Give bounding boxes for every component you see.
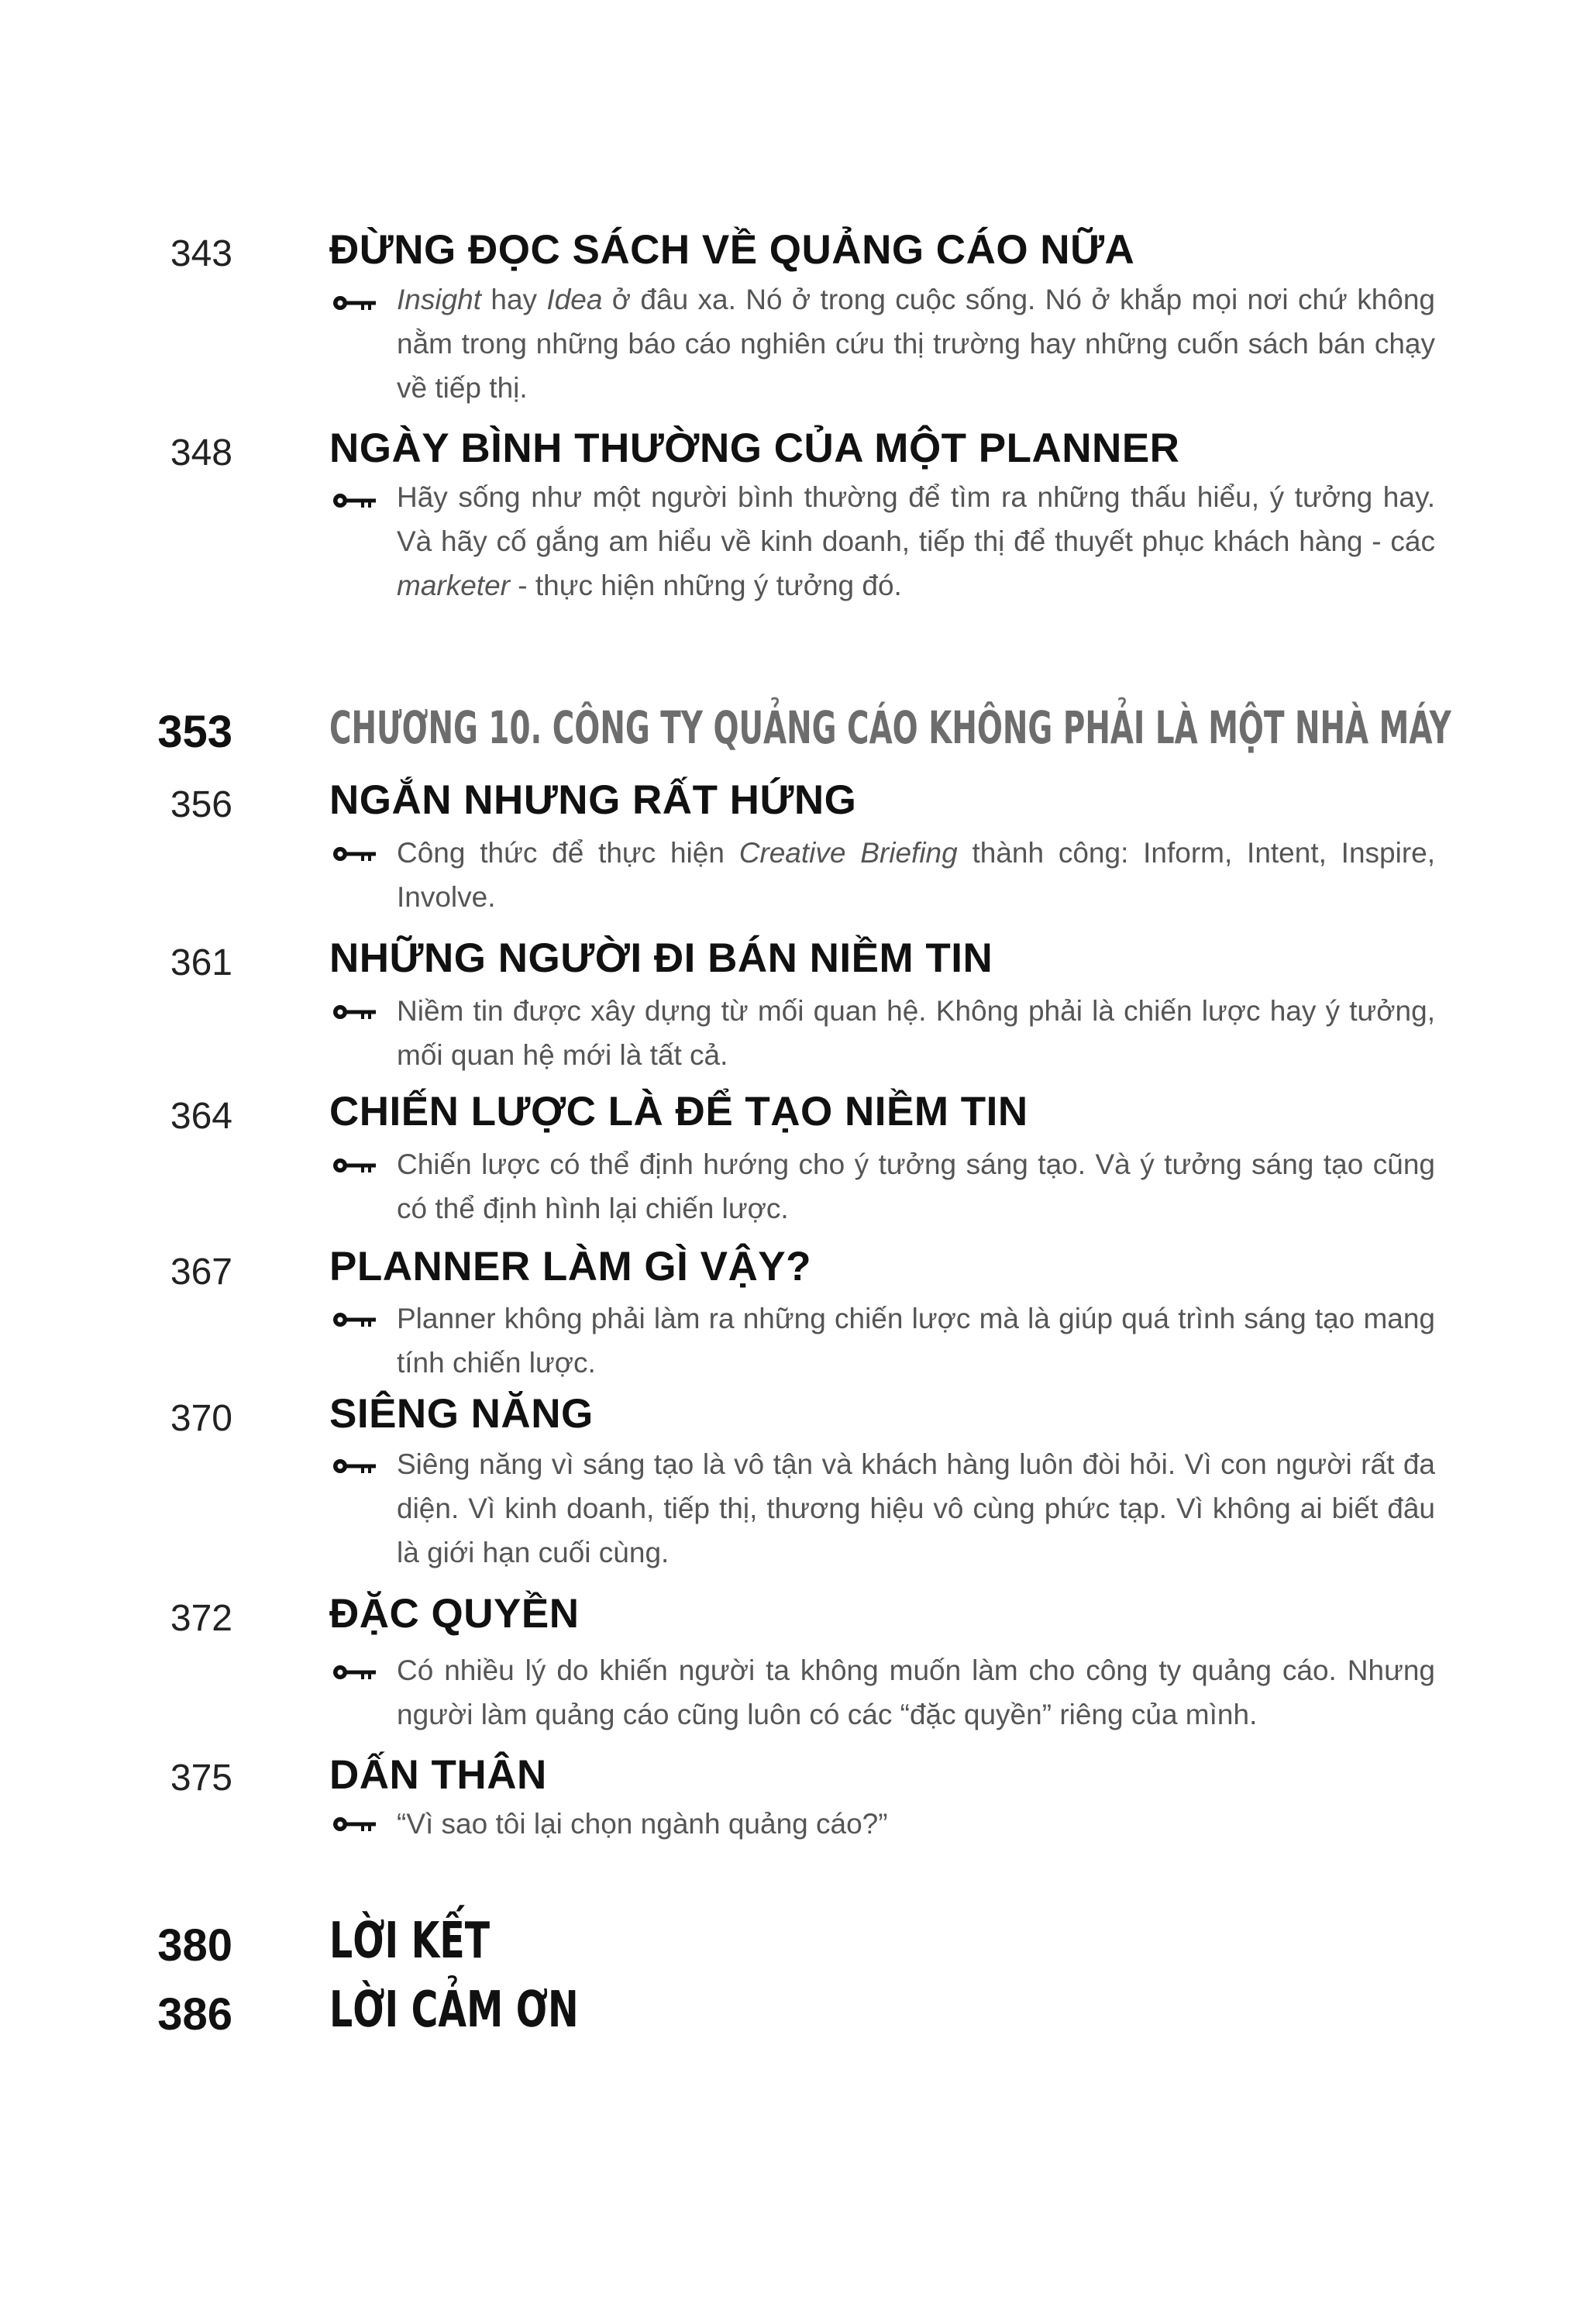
section-description: “Vì sao tôi lại chọn ngành quảng cáo?” <box>397 1808 888 1840</box>
key-icon <box>332 489 378 512</box>
chapter-page-number: 380 <box>157 1920 232 1971</box>
section-title: SIÊNG NĂNG <box>329 1391 594 1437</box>
key-icon <box>332 842 378 866</box>
page-number: 364 <box>170 1096 232 1137</box>
page-number: 343 <box>170 233 232 274</box>
page-number: 375 <box>170 1758 232 1799</box>
section-description: Hãy sống như một người bình thường để tìm ra những thấu hiểu, ý tưởng hay. Và hãy cố gắng am hiểu về kinh doanh, tiếp thị để thuyết phục khách hàng - các marketer - thực hiện những ý tưởng đó. <box>397 481 1435 601</box>
closing-title: LỜI KẾT <box>329 1913 491 1970</box>
page-number: 367 <box>170 1252 232 1293</box>
section-description: Chiến lược có thể định hướng cho ý tưởng sáng tạo. Và ý tưởng sáng tạo cũng có thể định hình lại chiến lược. <box>397 1148 1435 1224</box>
key-icon <box>332 1455 378 1478</box>
chapter-page-number: 353 <box>157 707 232 757</box>
section-title: DẤN THÂN <box>329 1752 547 1798</box>
key-icon <box>332 1000 378 1024</box>
section-title: PLANNER LÀM GÌ VẬY? <box>329 1244 811 1289</box>
section-title: NGÀY BÌNH THƯỜNG CỦA MỘT PLANNER <box>329 425 1180 471</box>
section-description: Siêng năng vì sáng tạo là vô tận và khách hàng luôn đòi hỏi. Vì con người rất đa diện. Vì kinh doanh, tiếp thị, thương hiệu vô cùng phức tạp. Vì không ai biết đâu là giới hạn cuối cùng. <box>397 1448 1435 1568</box>
section-title: ĐỪNG ĐỌC SÁCH VỀ QUẢNG CÁO NỮA <box>329 227 1135 273</box>
section-description: Planner không phải làm ra những chiến lược mà là giúp quá trình sáng tạo mang tính chiến lược. <box>397 1303 1435 1379</box>
section-title: ĐẶC QUYỀN <box>329 1591 580 1637</box>
section-description: Niềm tin được xây dựng từ mối quan hệ. Không phải là chiến lược hay ý tưởng, mối quan hệ mới là tất cả. <box>397 995 1435 1071</box>
key-icon <box>332 291 378 315</box>
section-title: CHIẾN LƯỢC LÀ ĐỂ TẠO NIỀM TIN <box>329 1089 1028 1134</box>
key-icon <box>332 1813 378 1836</box>
page-number: 361 <box>170 942 232 983</box>
section-description: Insight hay Idea ở đâu xa. Nó ở trong cuộc sống. Nó ở khắp mọi nơi chứ không nằm trong những báo cáo nghiên cứu thị trường hay những cuốn sách bán chạy về tiếp thị. <box>397 284 1436 404</box>
chapter-title: CHƯƠNG 10. CÔNG TY QUẢNG CÁO KHÔNG PHẢI LÀ MỘT NHÀ MÁY <box>329 701 1451 754</box>
section-title: NGẮN NHƯNG RẤT HỨNG <box>329 777 857 823</box>
section-description: Công thức để thực hiện Creative Briefing thành công: Inform, Intent, Inspire, Involve. <box>397 837 1435 913</box>
key-icon <box>332 1661 378 1684</box>
chapter-page-number: 386 <box>157 1989 232 2040</box>
closing-title: LỜI CẢM ƠN <box>329 1981 579 2039</box>
page-number: 370 <box>170 1398 232 1439</box>
page-number: 372 <box>170 1598 232 1639</box>
page-number: 356 <box>170 784 232 825</box>
section-description: Có nhiều lý do khiến người ta không muốn làm cho công ty quảng cáo. Nhưng người làm quảng cáo cũng luôn có các “đặc quyền” riêng của mình. <box>397 1654 1435 1730</box>
key-icon <box>332 1308 378 1331</box>
section-title: NHỮNG NGƯỜI ĐI BÁN NIỀM TIN <box>329 935 993 981</box>
key-icon <box>332 1154 378 1177</box>
page-number: 348 <box>170 432 232 473</box>
